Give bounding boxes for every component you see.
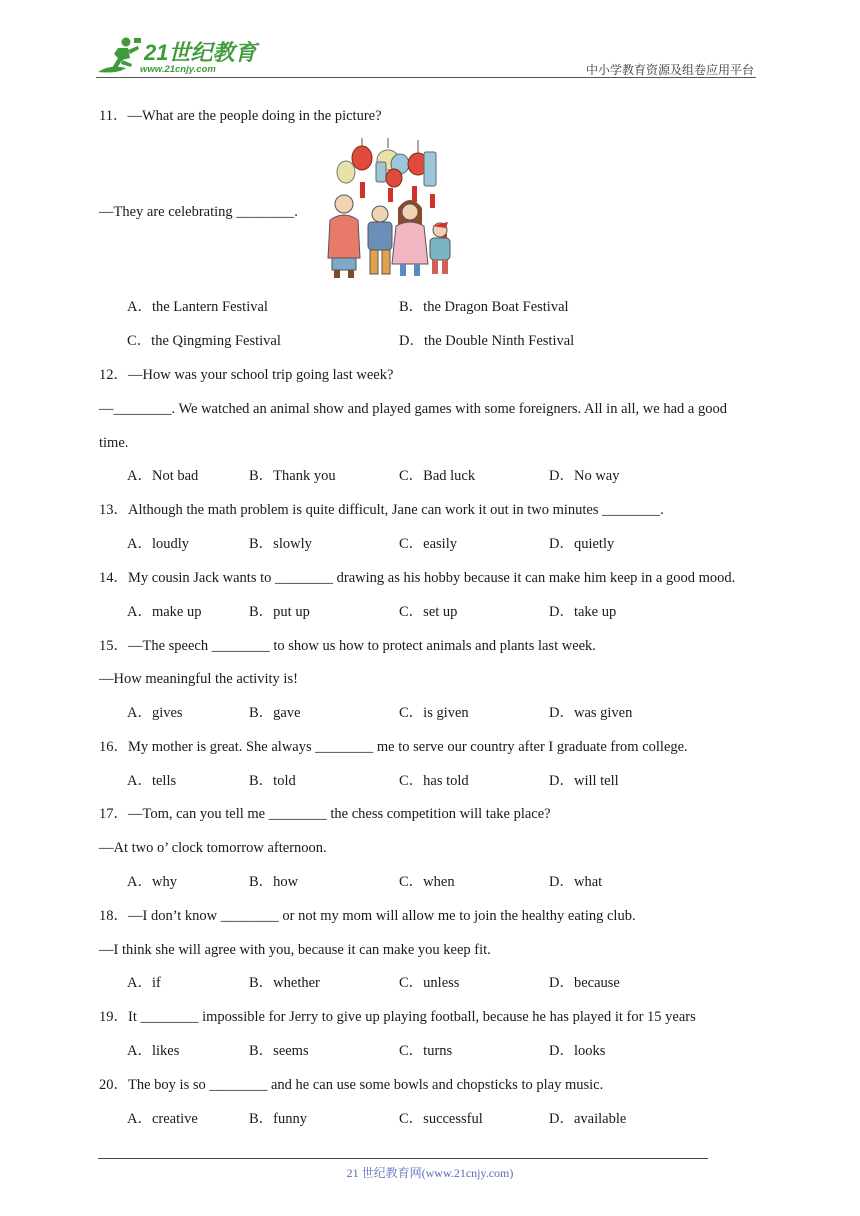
q15-option-b[interactable]: B．gave (249, 705, 301, 721)
q19-option-b[interactable]: B．seems (249, 1043, 309, 1059)
runner-logo-icon (96, 34, 142, 78)
q12-option-d[interactable]: D．No way (549, 468, 620, 484)
q17-reply: —At two o’ clock tomorrow afternoon. (99, 840, 327, 856)
q17-stem: 17．—Tom, can you tell me ________ the chess competition will take place? (99, 806, 551, 822)
footer-link[interactable]: 21 世纪教育网(www.21cnjy.com) (346, 1166, 514, 1180)
q15-option-a[interactable]: A．gives (127, 705, 183, 721)
q12-stem: 12．—How was your school trip going last week? (99, 367, 394, 383)
q13-option-d[interactable]: D．quietly (549, 536, 615, 552)
q12-option-c[interactable]: C．Bad luck (399, 468, 476, 484)
q11-reply: —They are celebrating ________. (99, 204, 298, 220)
q13-option-b[interactable]: B．slowly (249, 536, 312, 552)
q16-option-d[interactable]: D．will tell (549, 773, 619, 789)
q12-option-b[interactable]: B．Thank you (249, 468, 336, 484)
q11-option-a[interactable]: A．the Lantern Festival (127, 299, 268, 315)
q16-stem: 16．My mother is great. She always ________ me to serve our country after I graduate from college. (99, 739, 688, 755)
page-header (96, 28, 756, 78)
platform-tagline: 中小学教育资源及组卷应用平台 (585, 63, 754, 77)
q14-stem: 14．My cousin Jack wants to ________ drawing as his hobby because it can make him keep in a good mood. (99, 570, 736, 586)
q19-option-a[interactable]: A．likes (127, 1043, 180, 1059)
q14-option-c[interactable]: C．set up (399, 604, 458, 620)
header-divider (96, 77, 756, 78)
q18-option-c[interactable]: C．unless (399, 975, 460, 991)
q14-option-d[interactable]: D．take up (549, 604, 617, 620)
q13-option-a[interactable]: A．loudly (127, 536, 190, 552)
q17-option-d[interactable]: D．what (549, 874, 603, 890)
logo-text: 21世纪教育 (144, 40, 257, 65)
q18-option-d[interactable]: D．because (549, 975, 620, 991)
q18-option-b[interactable]: B．whether (249, 975, 320, 991)
q20-option-c[interactable]: C．successful (399, 1111, 483, 1127)
site-logo[interactable] (96, 34, 266, 78)
q20-option-d[interactable]: D．available (549, 1111, 627, 1127)
q15-option-d[interactable]: D．was given (549, 705, 633, 721)
q16-option-b[interactable]: B．told (249, 773, 296, 789)
q14-option-b[interactable]: B．put up (249, 604, 310, 620)
q11-stem: 11．—What are the people doing in the picture? (99, 108, 382, 124)
q16-option-c[interactable]: C．has told (399, 773, 469, 789)
q12-option-a[interactable]: A．Not bad (127, 468, 199, 484)
q19-option-d[interactable]: D．looks (549, 1043, 606, 1059)
q11-option-c[interactable]: C．the Qingming Festival (127, 333, 281, 349)
q17-option-a[interactable]: A．why (127, 874, 177, 890)
q15-reply: —How meaningful the activity is! (99, 671, 298, 687)
q19-stem: 19．It ________ impossible for Jerry to give up playing football, because he has played it for 15 years (99, 1009, 696, 1025)
q13-option-c[interactable]: C．easily (399, 536, 457, 552)
q12-reply-continued: time. (99, 435, 129, 451)
q11-option-b[interactable]: B．the Dragon Boat Festival (399, 299, 569, 315)
q20-option-b[interactable]: B．funny (249, 1111, 307, 1127)
q20-option-a[interactable]: A．creative (127, 1111, 198, 1127)
q18-reply: —I think she will agree with you, because it can make you keep fit. (99, 942, 491, 958)
q19-option-c[interactable]: C．turns (399, 1043, 453, 1059)
q17-option-c[interactable]: C．when (399, 874, 455, 890)
q20-stem: 20．The boy is so ________ and he can use some bowls and chopsticks to play music. (99, 1077, 604, 1093)
lantern-festival-illustration (322, 138, 462, 280)
q16-option-a[interactable]: A．tells (127, 773, 177, 789)
q12-reply: —________. We watched an animal show and played games with some foreigners. All in all, we had a good (99, 401, 727, 417)
q15-stem: 15．—The speech ________ to show us how to protect animals and plants last week. (99, 638, 596, 654)
logo-url: www.21cnjy.com (140, 64, 216, 75)
q14-option-a[interactable]: A．make up (127, 604, 202, 620)
q17-option-b[interactable]: B．how (249, 874, 299, 890)
footer-divider (98, 1158, 708, 1159)
q13-stem: 13．Although the math problem is quite difficult, Jane can work it out in two minutes ________. (99, 502, 664, 518)
q18-option-a[interactable]: A．if (127, 975, 161, 991)
q15-option-c[interactable]: C．is given (399, 705, 469, 721)
q11-option-d[interactable]: D．the Double Ninth Festival (399, 333, 575, 349)
q18-stem: 18．—I don’t know ________ or not my mom will allow me to join the healthy eating club. (99, 908, 636, 924)
